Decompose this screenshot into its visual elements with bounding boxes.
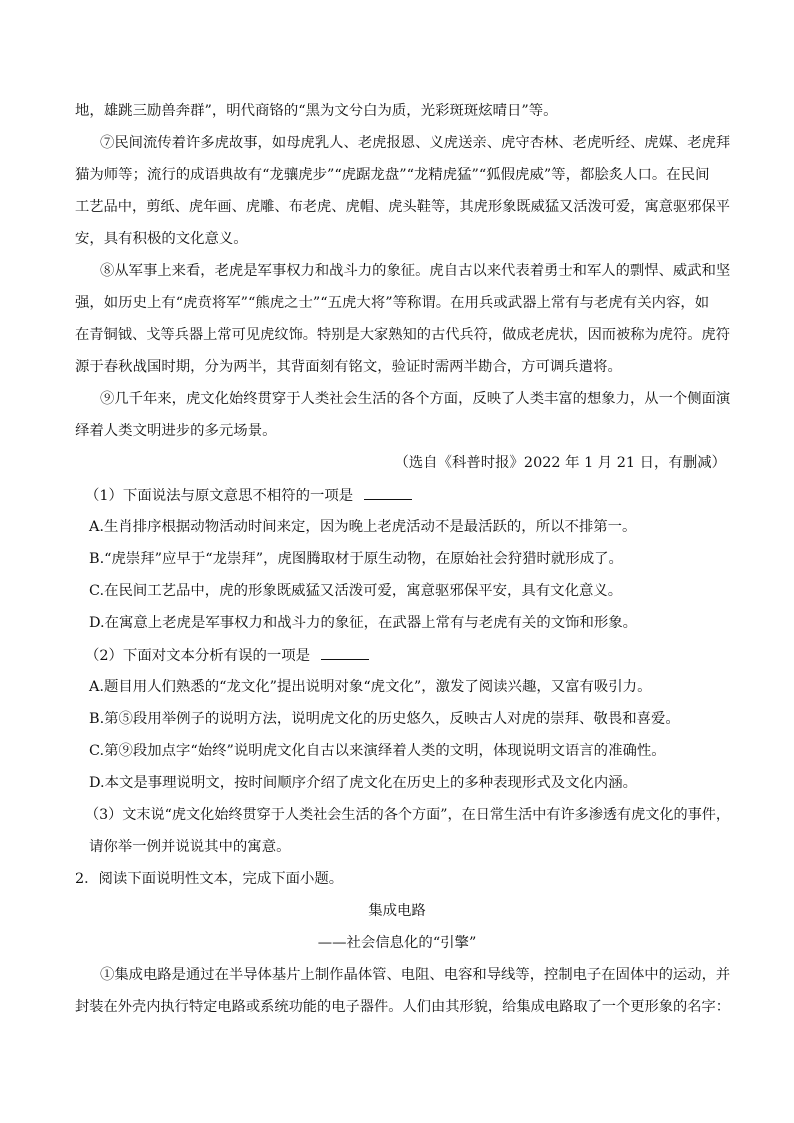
paragraph-7-line: 猫为师等；流行的成语典故有“龙骧虎步”“虎踞龙盘”“龙精虎猛”“狐假虎威”等，都脍炙人口。在民间 [75,167,710,183]
option-b[interactable]: B.“虎崇拜”应早于“龙崇拜”，虎图腾取材于原生动物，在原始社会狩猎时就形成了。 [89,551,623,567]
paragraph-9-line: 绎着人类文明进步的多元场景。 [75,423,277,439]
question-stem-text: （1）下面说法与原文意思不相符的一项是 [85,488,354,504]
article-subtitle: ——社会信息化的“引擎” [317,935,477,951]
article-title: 集成电路 [368,903,426,919]
answer-blank[interactable] [321,645,369,660]
question-3-line: （3）文末说“虎文化始终贯穿于人类社会生活的各个方面”，在日常生活中有许多渗透有虎文化的事件， [85,807,731,823]
option-b[interactable]: B.第⑤段用举例子的说明方法，说明虎文化的历史悠久，反映古人对虎的崇拜、敬畏和喜爱。 [89,711,680,727]
paragraph-8-line: 在青铜钺、戈等兵器上常可见虎纹饰。特别是大家熟知的古代兵符，做成老虎状，因而被称为虎符。虎符 [75,327,730,343]
source-citation: （选自《科普时报》2022 年 1 月 21 日，有删减） [394,455,726,471]
option-c[interactable]: C.在民间工艺品中，虎的形象既威猛又活泼可爱，寓意驱邪保平安，具有文化意义。 [89,583,623,599]
option-a[interactable]: A.题目用人们熟悉的“龙文化”提出说明对象“虎文化”，激发了阅读兴趣，又富有吸引力。 [89,679,652,695]
task-instruction: 2．阅读下面说明性文本，完成下面小题。 [75,871,344,887]
paragraph-8-line: ⑧从军事上来看，老虎是军事权力和战斗力的象征。虎自古以来代表着勇士和军人的剽悍、威武和坚 [100,263,731,279]
article-paragraph-line: 封装在外壳内执行特定电路或系统功能的电子器件。人们由其形貌，给集成电路取了一个更形象的名字： [75,999,730,1015]
text-line: 地，雄跳三励兽奔群”，明代商铬的“黑为文兮白为质，光彩斑斑炫晴日”等。 [75,103,558,119]
question-2-stem [85,645,369,666]
answer-blank[interactable] [364,485,412,500]
paragraph-8-line: 源于春秋战国时期，分为两半，其背面刻有铭文，验证时需两半勘合，方可调兵遣将。 [75,359,622,375]
paragraph-9-line: ⑨几千年来，虎文化始终贯穿于人类社会生活的各个方面，反映了人类丰富的想象力，从一个侧面演 [100,391,731,407]
option-d[interactable]: D.在寓意上老虎是军事权力和战斗力的象征，在武器上常有与老虎有关的文饰和形象。 [89,615,638,631]
question-1-stem [85,485,412,506]
paragraph-7-line: 安，具有积极的文化意义。 [75,231,248,247]
question-3-line: 请你举一例并说说其中的寓意。 [89,839,291,855]
option-a[interactable]: A.生肖排序根据动物活动时间来定，因为晚上老虎活动不是最活跃的，所以不排第一。 [89,519,637,535]
option-c[interactable]: C.第⑨段加点字“始终”说明虎文化自古以来演绎着人类的文明，体现说明文语言的准确性。 [89,743,666,759]
paragraph-7-line: 工艺品中，剪纸、虎年画、虎雕、布老虎、虎帽、虎头鞋等，其虎形象既威猛又活泼可爱，寓意驱邪保平 [75,199,730,215]
paragraph-7-line: ⑦民间流传着许多虎故事，如母虎乳人、老虎报恩、义虎送亲、虎守杏林、老虎听经、虎媒、老虎拜 [100,135,731,151]
article-paragraph-line: ①集成电路是通过在半导体基片上制作晶体管、电阻、电容和导线等，控制电子在固体中的运动，并 [100,967,731,983]
option-d[interactable]: D.本文是事理说明文，按时间顺序介绍了虎文化在历史上的多种表现形式及文化内涵。 [89,775,638,791]
question-stem-text: （2）下面对文本分析有误的一项是 [85,648,311,664]
paragraph-8-line: 强，如历史上有“虎贲将军”“熊虎之士”“五虎大将”等称谓。在用兵或武器上常有与老虎有关内容，如 [75,295,710,311]
